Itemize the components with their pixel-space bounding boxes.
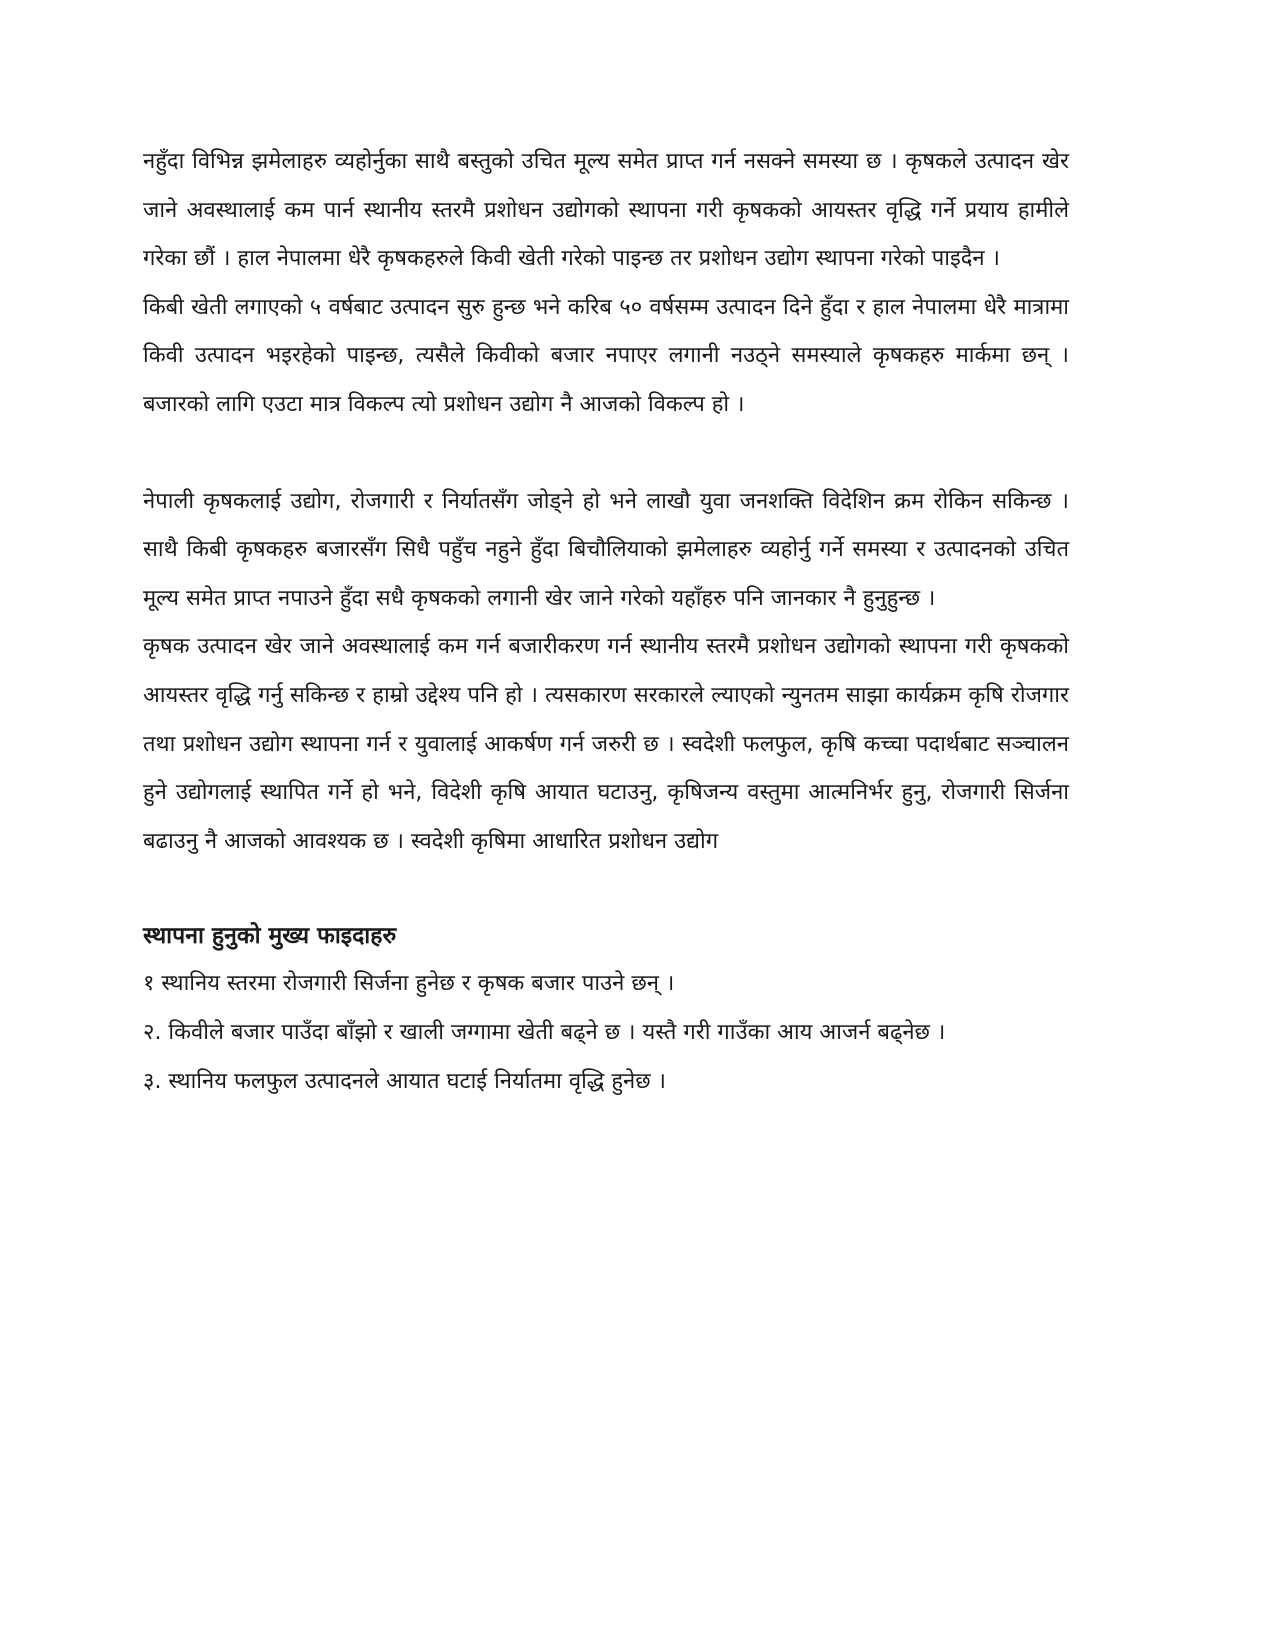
benefit-item-2: २. किवीले बजार पाउँदा बाँझो र खाली जग्गामा खेती बढ्ने छ । यस्तै गरी गाउँका आय आजर्न बढ्नेछ । (143, 1019, 946, 1045)
section-spacer (143, 866, 1069, 912)
paragraph-industry-need: कृषक उत्पादन खेर जाने अवस्थालाई कम गर्न बजारीकरण गर्न स्थानीय स्तरमै प्रशोधन उद्योगको स्थापना गरी कृषकको आयस्तर वृद्धि गर्नु सकिन्छ र हाम्रो उद्देश्य पनि हो । त्यसकारण सरकारले ल्याएको न्युनतम साझा कार्यक्रम कृषि रोजगार तथा प्रशोधन उद्योग स्थापना गर्न र युवालाई आकर्षण गर्न जरुरी छ । स्वदेशी फलफुल, कृषि कच्चा पदार्थबाट सञ्चालन हुने उद्योगलाई स्थापित गर्ने हो भने, विदेशी कृषि आयात घटाउनु, कृषिजन्य वस्तुमा आत्मनिर्भर हुनु, रोजगारी सिर्जना बढाउनु नै आजको आवश्यक छ । स्वदेशी कृषिमा आधारित प्रशोधन उद्योग (143, 634, 1069, 854)
paragraph-farmer-employment: नेपाली कृषकलाई उद्योग, रोजगारी र निर्यातसँग जोड्ने हो भने लाखौ युवा जनशक्ति विदेशिन क्रम रोकिन सकिन्छ । साथै किबी कृषकहरु बजारसँग सिधै पहुँच नहुने हुँदा बिचौलियाको झमेलाहरु व्यहोर्नु गर्ने समस्या र उत्पादनको उचित मूल्य समेत प्राप्त नपाउने हुँदा सधै कृषकको लगानी खेर जाने गरेको यहाँहरु पनि जानकार नै हुनुहुन्छ । (143, 488, 1069, 611)
paragraph-spacer (143, 430, 1069, 478)
document-page (143, 138, 1069, 1106)
benefit-item-1: १ स्थानिय स्तरमा रोजगारी सिर्जना हुनेछ र कृषक बजार पाउने छन् । (143, 971, 675, 997)
benefit-item-3: ३. स्थानिय फलफुल उत्पादनले आयात घटाई निर्यातमा वृद्धि हुनेछ । (143, 1068, 667, 1094)
paragraph-kiwi-production: किबी खेती लगाएको ५ वर्षबाट उत्पादन सुरु हुन्छ भने करिब ५० वर्षसम्म उत्पादन दिने हुँदा र हाल नेपालमा धेरै मात्रामा किवी उत्पादन भइरहेको पाइन्छ, त्यसैले किवीको बजार नपाएर लगानी नउठ्ने समस्याले कृषकहरु मार्कमा छन् । बजारको लागि एउटा मात्र विकल्प त्यो प्रशोधन उद्योग नै आजको विकल्प हो । (143, 294, 1069, 417)
benefits-heading: स्थापना हुनुको मुख्य फाइदाहरु (143, 923, 397, 950)
paragraph-processing-problem: नहुँदा विभिन्न झमेलाहरु व्यहोर्नुका साथै बस्तुको उचित मूल्य समेत प्राप्त गर्न नसक्ने समस्या छ । कृषकले उत्पादन खेर जाने अवस्थालाई कम पार्न स्थानीय स्तरमै प्रशोधन उद्योगको स्थापना गरी कृषकको आयस्तर वृद्धि गर्ने प्रयाय हामीले गरेका छौं । हाल नेपालमा धेरै कृषकहरुले किवी खेती गरेको पाइन्छ तर प्रशोधन उद्योग स्थापना गरेको पाइदैन । (143, 149, 1069, 272)
